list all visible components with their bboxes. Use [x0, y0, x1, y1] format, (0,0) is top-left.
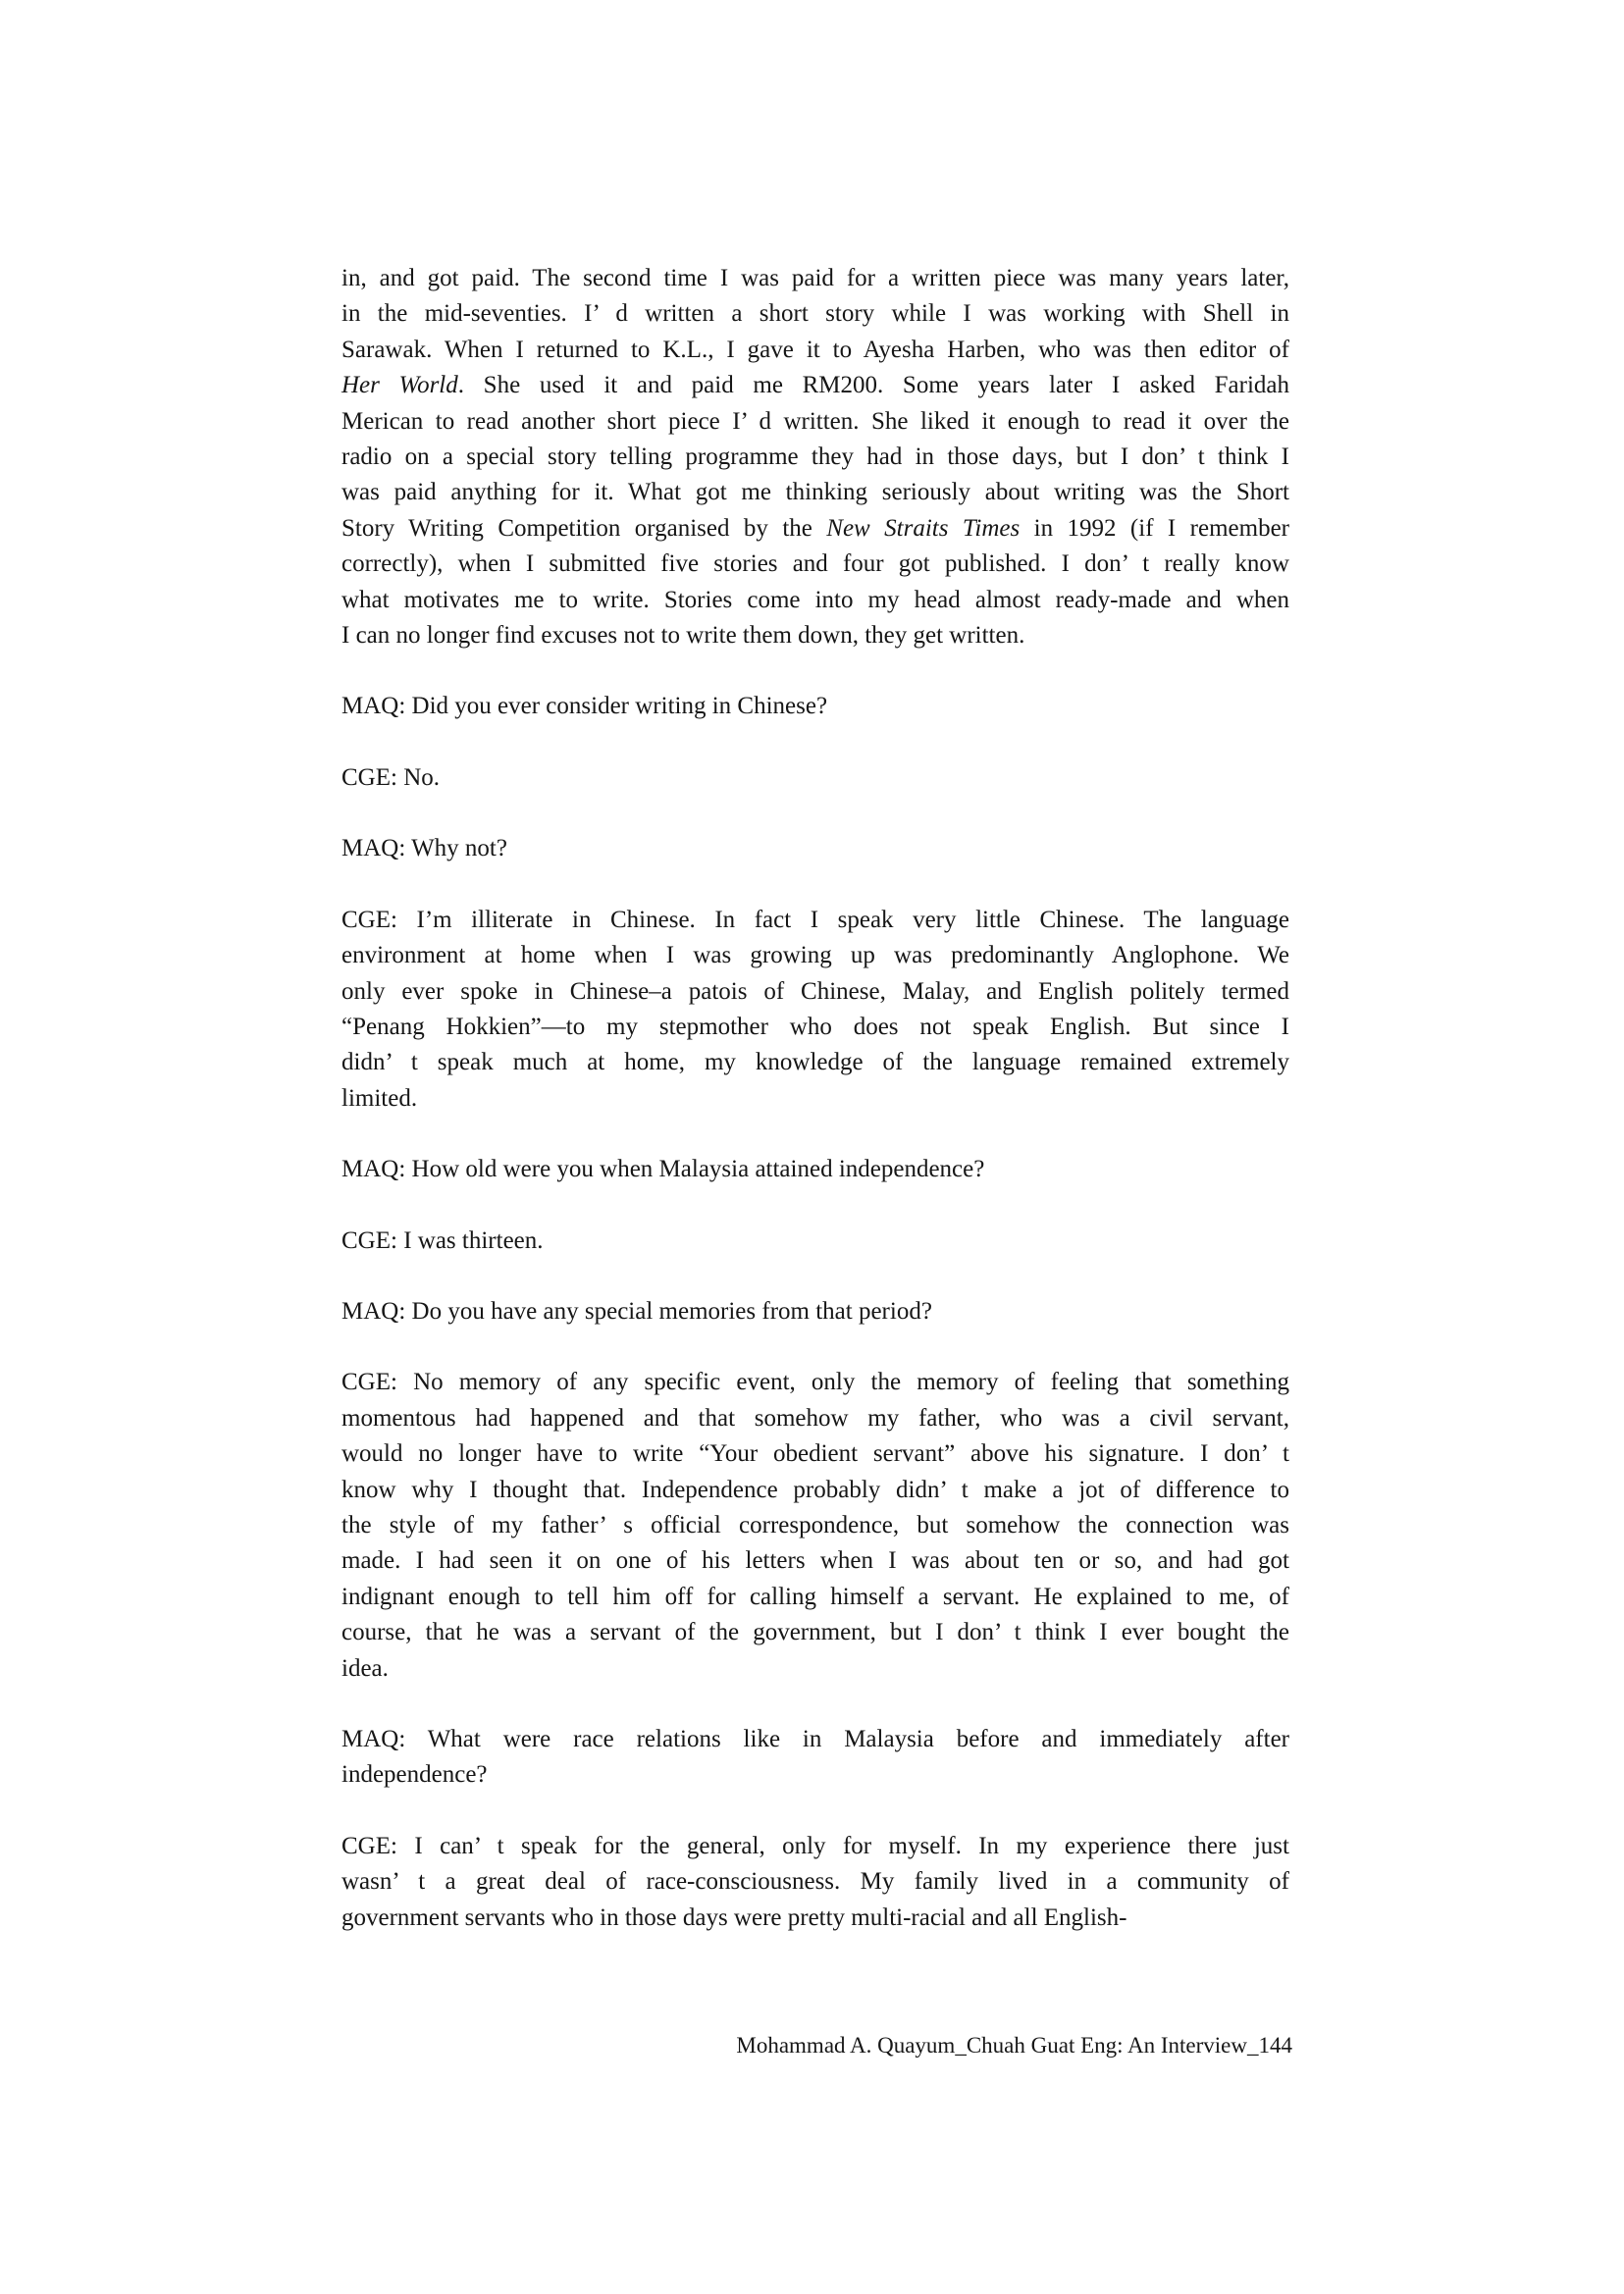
running-footer: Mohammad A. Quayum_Chuah Guat Eng: An Interview_144	[736, 2033, 1292, 2058]
text-line: would no longer have to write “Your obedient servant” above his signature. I don’ t	[341, 1440, 1289, 1468]
text-line: environment at home when I was growing up was predominantly Anglophone. We	[341, 942, 1289, 969]
answer-no	[341, 760, 1289, 796]
text-line: CGE: I was thirteen.	[341, 1226, 544, 1254]
text-line: made. I had seen it on one of his letters when I was about ten or so, and had got	[341, 1547, 1289, 1575]
paragraph-cge-writing-history	[341, 261, 1289, 653]
question-writing-in-chinese	[341, 689, 1289, 724]
text-line: limited.	[341, 1084, 418, 1112]
question-why-not	[341, 831, 1289, 866]
answer-illiterate-in-chinese	[341, 903, 1289, 1117]
question-special-memories	[341, 1294, 1289, 1329]
text-line: idea.	[341, 1654, 389, 1682]
text-line: indignant enough to tell him off for calling himself a servant. He explained to me, of	[341, 1583, 1289, 1610]
text-line: MAQ: Why not?	[341, 835, 507, 862]
text-line: “Penang Hokkien”—to my stepmother who does not speak English. But since I	[341, 1013, 1289, 1040]
text-line: CGE: No memory of any specific event, only the memory of feeling that something	[341, 1369, 1289, 1396]
text-line: MAQ: What were race relations like in Malaysia before and immediately after	[341, 1726, 1289, 1752]
italic-title: Her World	[341, 372, 458, 399]
text-line: momentous had happened and that somehow my father, who was a civil servant,	[341, 1404, 1289, 1432]
answer-obedient-servant	[341, 1365, 1289, 1687]
text-line: Sarawak. When I returned to K.L., I gave it to Ayesha Harben, who was then editor of	[341, 336, 1289, 363]
text-line: correctly), when I submitted five stories and four got published. I don’ t really know	[341, 550, 1289, 578]
answer-thirteen	[341, 1224, 1289, 1259]
text-line: in the mid-seventies. I’ d written a short story while I was working with Shell in	[341, 300, 1289, 328]
text-line: only ever spoke in Chinese–a patois of Chinese, Malay, and English politely termed	[341, 977, 1289, 1005]
text-line: Her World. She used it and paid me RM200. Some years later I asked Faridah	[341, 372, 1289, 399]
text-line: I can no longer find excuses not to write them down, they get written.	[341, 622, 1025, 650]
text-line: CGE: I can’ t speak for the general, only for myself. In my experience there just	[341, 1832, 1289, 1859]
text-line: MAQ: Do you have any special memories from that period?	[341, 1297, 932, 1325]
text-line: CGE: No.	[341, 763, 440, 791]
text-line: was paid anything for it. What got me thinking seriously about writing was the Short	[341, 479, 1289, 506]
text-line: course, that he was a servant of the government, but I don’ t think I ever bought the	[341, 1619, 1289, 1646]
text-line: government servants who in those days were pretty multi-racial and all English-	[341, 1903, 1127, 1931]
text-line: know why I thought that. Independence probably didn’ t make a jot of difference to	[341, 1476, 1289, 1503]
text-line: what motivates me to write. Stories come into my head almost ready-made and when	[341, 586, 1289, 613]
text-line: Merican to read another short piece I’ d written. She liked it enough to read it over the	[341, 407, 1289, 435]
text-line: independence?	[341, 1761, 488, 1789]
text-line: wasn’ t a great deal of race-consciousness. My family lived in a community of	[341, 1868, 1289, 1896]
text-line: didn’ t speak much at home, my knowledge of the language remained extremely	[341, 1049, 1289, 1076]
text-line: Story Writing Competition organised by the New Straits Times in 1992 (if I remember	[341, 514, 1290, 542]
answer-race-consciousness	[341, 1829, 1289, 1936]
question-race-relations	[341, 1722, 1289, 1794]
italic-title: New Straits Times	[826, 514, 1021, 542]
text-line: radio on a special story telling programme they had in those days, but I don’ t think I	[341, 443, 1289, 471]
text-line: MAQ: How old were you when Malaysia attained independence?	[341, 1156, 985, 1183]
text-line: CGE: I’m illiterate in Chinese. In fact I speak very little Chinese. The language	[341, 906, 1289, 933]
question-age-at-independence	[341, 1152, 1289, 1187]
text-line: in, and got paid. The second time I was paid for a written piece was many years later,	[341, 265, 1289, 291]
text-line: the style of my father’ s official correspondence, but somehow the connection was	[341, 1511, 1289, 1538]
text-line: MAQ: Did you ever consider writing in Chinese?	[341, 693, 828, 720]
interview-body	[341, 261, 1289, 1936]
